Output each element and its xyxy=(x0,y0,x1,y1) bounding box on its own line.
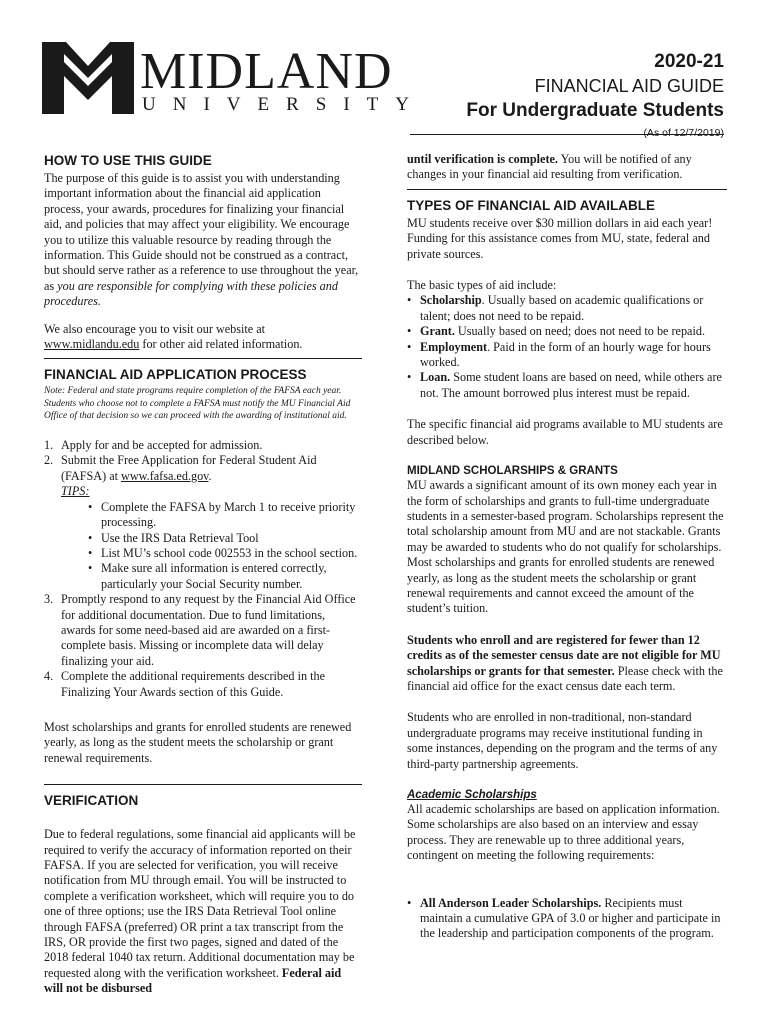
website-link[interactable]: www.midlandu.edu xyxy=(44,337,140,352)
website-paragraph: We also encourage you to visit our website at www.midlandu.edu for other aid related information. xyxy=(44,321,303,352)
types-of-aid-heading: TYPES OF FINANCIAL AID AVAILABLE xyxy=(407,197,656,213)
fafsa-note: Note: Federal and state programs require completion of the FAFSA each year. Students who choose not to complete a FAFSA must notify the MU Financial Aid Office of that decision so we can proceed with the awarding of institutional aid. xyxy=(44,386,351,421)
list-item: 4. Complete the additional requirements described in the Finalizing Your Awards section of this Guide. xyxy=(44,669,325,699)
list-item: • Grant. Usually based on need; does not need to be repaid. xyxy=(407,324,727,339)
logo-subtitle: UNIVERSITY xyxy=(142,94,426,115)
renewal-paragraph: Most scholarships and grants for enrolled students are renewed yearly, as long as the student meets the scholarship or grant renewal requirements. xyxy=(44,719,352,765)
list-item: • Loan. Some student loans are based on need, while others are not. The amount borrowed plus interest must be repaid. xyxy=(407,370,727,401)
academic-requirements-list xyxy=(407,896,727,942)
list-item: • Complete the FAFSA by March 1 to receive priority processing. xyxy=(88,500,362,531)
types-intro: MU students receive over $30 million dollars in aid each year! Funding for this assistance comes from MU, state, federal and private sources. xyxy=(407,215,713,261)
tips-list xyxy=(61,500,362,592)
left-column xyxy=(44,152,362,997)
basic-types-label: The basic types of aid include: xyxy=(407,278,557,293)
section-divider xyxy=(407,189,727,190)
list-item: • All Anderson Leader Scholarships. Recipients must maintain a cumulative GPA of 3.0 or higher and participate in the leadership and participation components of the program. xyxy=(407,896,727,942)
responsibility-emphasis: you are responsible for complying with these policies and procedures. xyxy=(44,278,338,309)
academic-scholarships-heading: Academic Scholarships xyxy=(407,789,537,801)
specific-programs-paragraph: The specific financial aid programs available to MU students are described below. xyxy=(407,417,723,447)
midland-logo xyxy=(42,42,426,115)
midland-m-logo-icon xyxy=(42,42,134,114)
application-process-heading: FINANCIAL AID APPLICATION PROCESS xyxy=(44,367,307,383)
verification-disbursement-warning: Federal aid will not be disbursed xyxy=(44,965,342,996)
header-divider xyxy=(410,134,724,135)
guide-title: FINANCIAL AID GUIDE xyxy=(534,76,724,96)
guide-title-block xyxy=(466,50,724,140)
application-steps xyxy=(44,438,362,700)
verification-paragraph: Due to federal regulations, some financial aid applicants will be required to verify the accuracy of information reported on their FAFSA. If you are selected for verification, you will receive notification from MU through email. You will be instructed to complete a verification worksheet, which will require you to do one of three options; use the IRS Data Retrieval Tool online through FAFSA (preferred) OR print a tax transcript from the IRS, OR provide the first two pages, signed and dated of the 2018 federal 1040 tax return. Additional documentation may be requested along with the verification worksheet. Federal aid will not be disbursed xyxy=(44,827,356,996)
guide-subtitle: For Undergraduate Students xyxy=(466,100,724,121)
fafsa-link[interactable]: www.fafsa.ed.gov xyxy=(121,468,209,483)
scholarships-paragraph: MU awards a significant amount of its own money each year in the form of scholarships and grants to full-time undergraduate students in a semester-based program. Scholarships represent the total scholarship amount from MU and are not stackable. Grants may be awarded to students who do not qualify for scholarships. Most scholarships and grants for enrolled students are renewed yearly, as long as the student meets the scholarship or grant renewal requirements and cannot exceed the amount of the student’s tuition. xyxy=(407,478,724,616)
list-item: 1. Apply for and be accepted for admission. xyxy=(44,438,263,453)
list-item: • Employment. Paid in the form of an hourly wage for hours worked. xyxy=(407,340,727,371)
list-item: • Use the IRS Data Retrieval Tool xyxy=(88,531,362,546)
section-divider xyxy=(44,358,362,359)
verification-continued: until verification is complete. You will be notified of any changes in your financial aid resulting from verification. xyxy=(407,152,692,182)
scholarships-grants-heading: MIDLAND SCHOLARSHIPS & GRANTS xyxy=(407,465,618,478)
tips-label: TIPS: xyxy=(61,484,90,499)
verification-heading: VERIFICATION xyxy=(44,793,139,809)
guide-year: 2020-21 xyxy=(654,51,724,72)
non-traditional-paragraph: Students who are enrolled in non-traditional, non-standard undergraduate programs may receive institutional funding in some instances, depending on the program and the terms of any third-party partnership agreements. xyxy=(407,710,718,771)
how-to-use-paragraph: The purpose of this guide is to assist you with understanding important information about the financial aid application process, your awards, procedures for finalizing your financial aid, and policies that may affect your eligibility. We encourage you to utilize this valuable resource by reading through the information. This Guide should not be construed as a contract, but should serve rather as a reference to use throughout the year, as you are responsible for complying with these policies and procedures. xyxy=(44,171,359,309)
list-item: 2. Submit the Free Application for Federal Student Aid (FAFSA) at www.fafsa.ed.gov. TIPS: • Complete the FAFSA by March 1 to receive priority processing. • Use the IRS Data Retrieval Tool • List MU’s school code 002553 in the school section. • Make sure all information is entered correctly, particularly your Social Security number. xyxy=(44,453,362,592)
list-item: • Scholarship. Usually based on academic qualifications or talent; does not need to be repaid. xyxy=(407,293,727,324)
list-item: 3. Promptly respond to any request by the Financial Aid Office for additional documentation. Due to fund limitations, awards for some need-based aid are awarded on a first-complete basis. Missing or incomplete data will delay finalizing your aid. xyxy=(44,592,356,668)
list-item: • Make sure all information is entered correctly, particularly your Social Security number. xyxy=(88,561,362,592)
section-divider xyxy=(44,784,362,785)
how-to-use-heading: HOW TO USE THIS GUIDE xyxy=(44,153,212,168)
list-item: • List MU’s school code 002553 in the school section. xyxy=(88,546,362,561)
aid-types-list xyxy=(407,293,727,401)
as-of-date: (As of 12/7/2019) xyxy=(643,127,724,139)
logo-wordmark: MIDLAND xyxy=(140,43,393,100)
academic-scholarships-paragraph: All academic scholarships are based on application information. Some scholarships are also based on an interview and essay process. They are renewable up to three additional years, contingent on meeting the following requirements: xyxy=(407,802,720,863)
right-column xyxy=(407,152,727,942)
census-date-paragraph: Students who enroll and are registered for fewer than 12 credits as of the semester census date are not eligible for MU scholarships or grants for that semester. Please check with the financial aid office for the exact census date each term. xyxy=(407,632,723,693)
